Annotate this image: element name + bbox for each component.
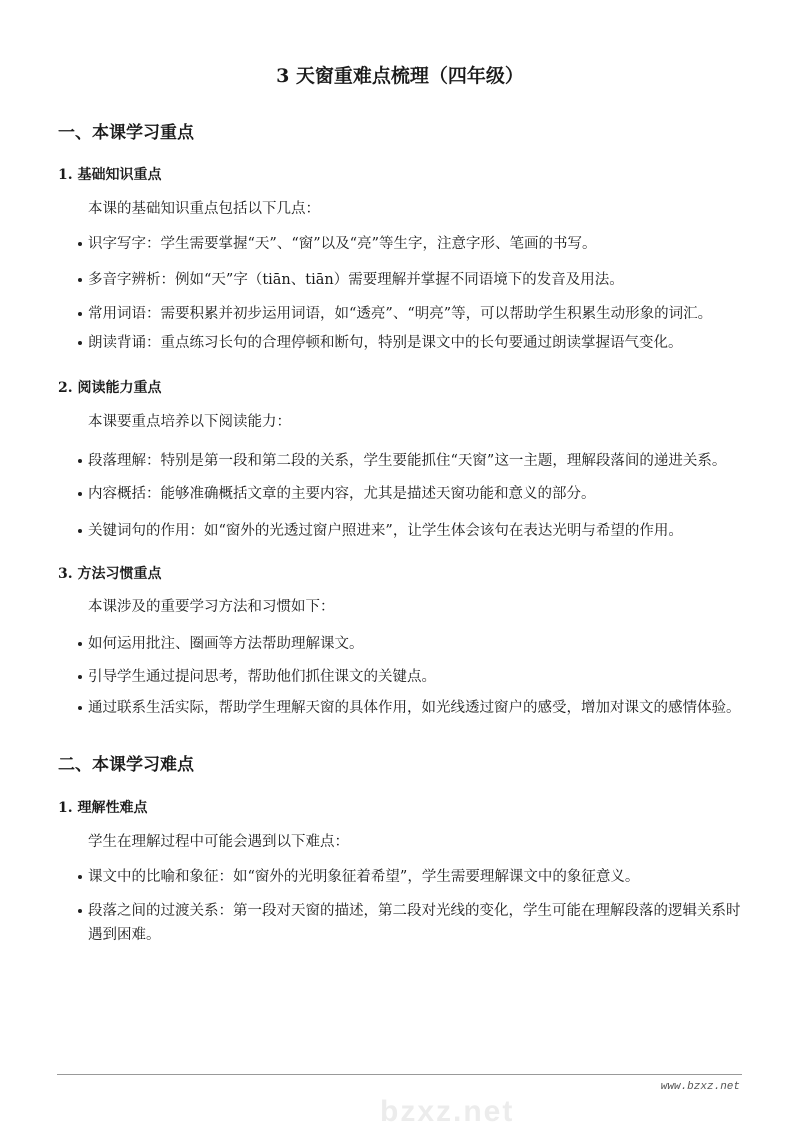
list-item: 课文中的比喻和象征：如“窗外的光明象征着希望”，学生需要理解课文中的象征意义。 bbox=[78, 865, 743, 889]
list-item: 通过联系生活实际，帮助学生理解天窗的具体作用，如光线透过窗户的感受，增加对课文的感情体验。 bbox=[78, 696, 743, 720]
list-item: 常用词语：需要积累并初步运用词语，如“透亮”、“明亮”等，可以帮助学生积累生动形象的词汇。 bbox=[78, 302, 743, 326]
list-item: 关键词句的作用：如“窗外的光透过窗户照进来”，让学生体会该句在表达光明与希望的作用。 bbox=[78, 519, 743, 543]
footer-url: www.bzxz.net bbox=[660, 1081, 740, 1093]
page-title: 3 天窗重难点梳理（四年级） bbox=[276, 65, 524, 87]
subsection-heading: 2. 阅读能力重点 bbox=[58, 380, 162, 396]
intro-text: 本课的基础知识重点包括以下几点： bbox=[88, 201, 320, 217]
list-item: 内容概括：能够准确概括文章的主要内容，尤其是描述天窗功能和意义的部分。 bbox=[78, 482, 743, 506]
subsection-heading: 3. 方法习惯重点 bbox=[58, 566, 162, 582]
intro-text: 本课要重点培养以下阅读能力： bbox=[88, 414, 291, 430]
list-item: 段落之间的过渡关系：第一段对天窗的描述，第二段对光线的变化，学生可能在理解段落的逻辑关系时遇到困难。 bbox=[78, 899, 743, 947]
list-item: 识字写字：学生需要掌握“天”、“窗”以及“亮”等生字，注意字形、笔画的书写。 bbox=[78, 232, 743, 256]
list-item: 如何运用批注、圈画等方法帮助理解课文。 bbox=[78, 632, 743, 656]
section-heading: 二、本课学习难点 bbox=[58, 755, 194, 775]
list-item: 段落理解：特别是第一段和第二段的关系，学生要能抓住“天窗”这一主题，理解段落间的递进关系。 bbox=[78, 449, 743, 473]
document-body bbox=[0, 63, 800, 947]
subsection-heading: 1. 理解性难点 bbox=[58, 800, 148, 816]
list-item: 多音字辨析：例如“天”字（tiān、tiān）需要理解并掌握不同语境下的发音及用法。 bbox=[78, 268, 743, 292]
subsection-heading: 1. 基础知识重点 bbox=[58, 167, 162, 183]
intro-text: 学生在理解过程中可能会遇到以下难点： bbox=[88, 834, 349, 850]
section-heading: 一、本课学习重点 bbox=[58, 123, 194, 143]
list-item: 朗读背诵：重点练习长句的合理停顿和断句，特别是课文中的长句要通过朗读掌握语气变化。 bbox=[78, 331, 743, 355]
footer-divider bbox=[57, 1074, 742, 1075]
intro-text: 本课涉及的重要学习方法和习惯如下： bbox=[88, 599, 335, 615]
list-item: 引导学生通过提问思考，帮助他们抓住课文的关键点。 bbox=[78, 665, 743, 689]
watermark: bzxz.net bbox=[380, 1095, 515, 1128]
